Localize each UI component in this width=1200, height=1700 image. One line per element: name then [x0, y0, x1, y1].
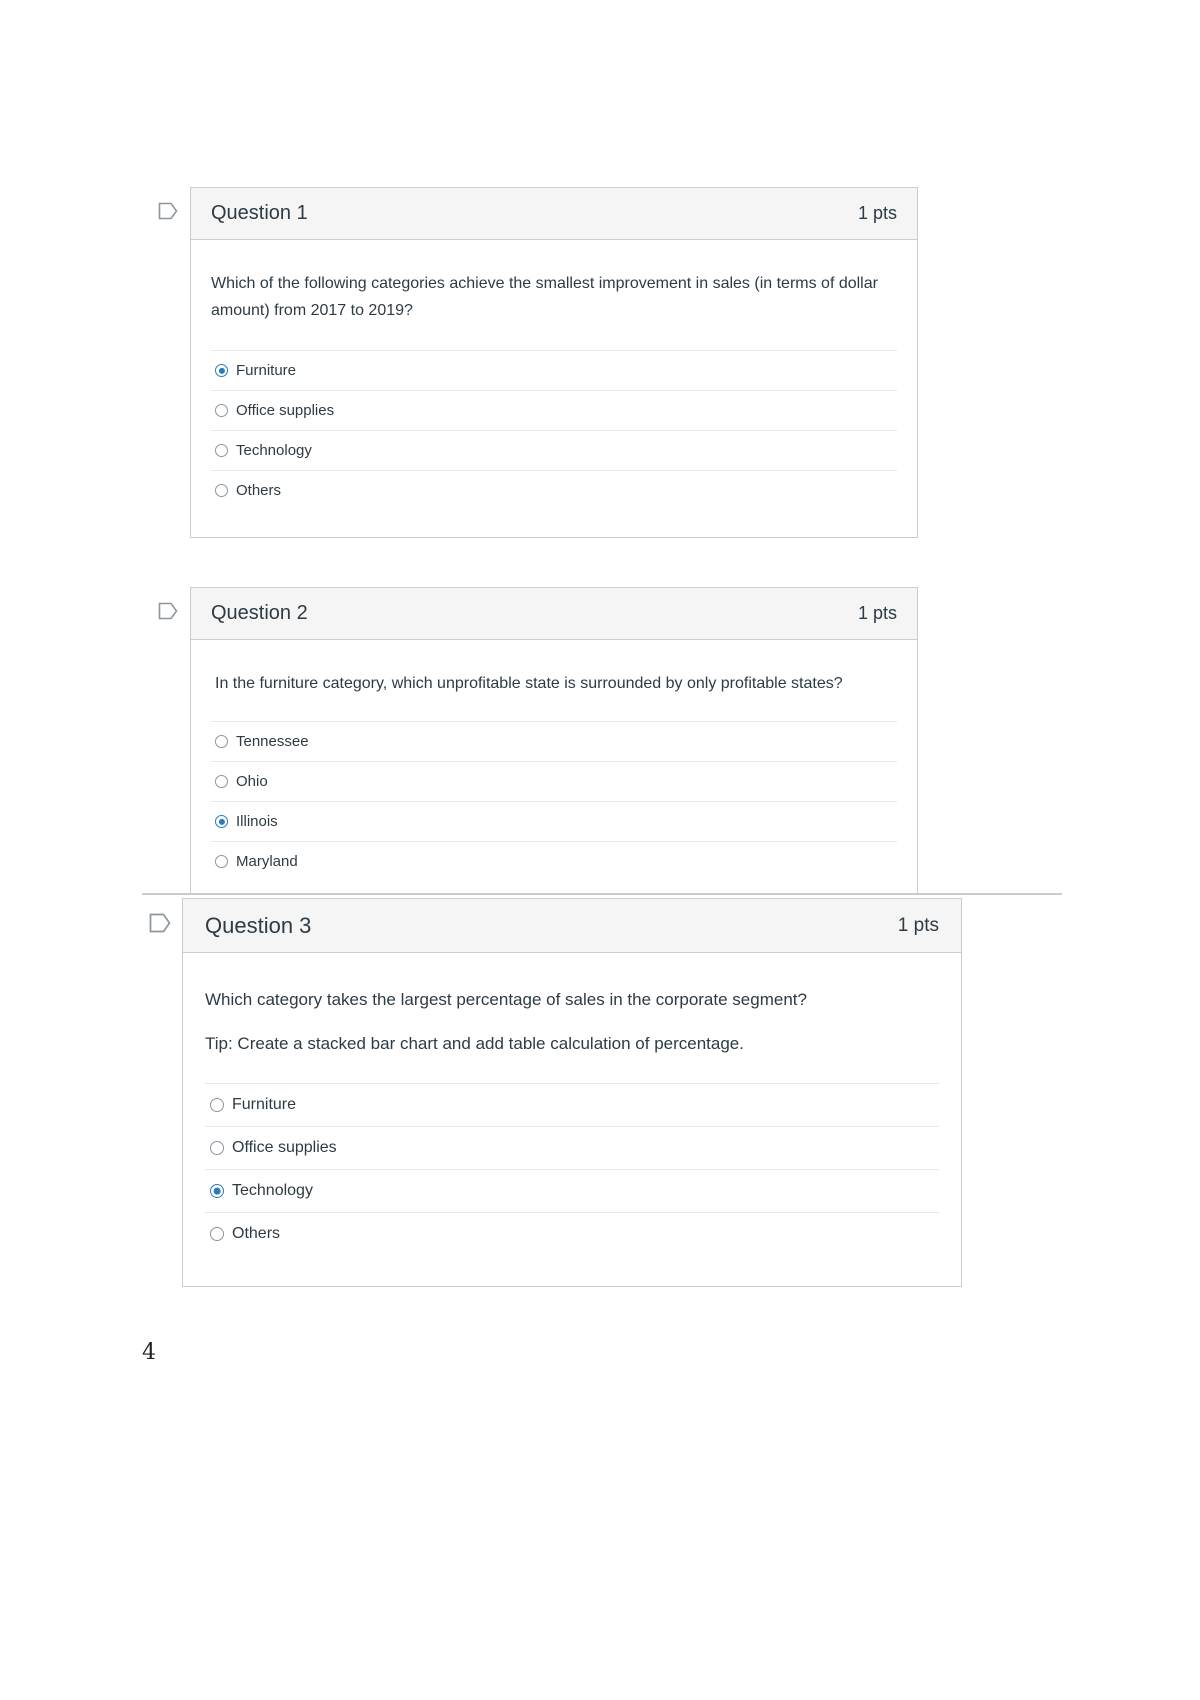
answer-option[interactable] — [205, 1126, 939, 1169]
question-text: Which of the following categories achieve the smallest improvement in sales (in terms of dollar amount) from 2017 to 2019? — [211, 275, 878, 319]
answer-option[interactable] — [211, 841, 897, 881]
question-3-body — [183, 953, 961, 1255]
answer-option[interactable] — [211, 470, 897, 510]
answer-label: Tennessee — [236, 733, 309, 750]
answer-label: Others — [232, 1225, 281, 1242]
flag-question-2-icon[interactable] — [158, 602, 178, 620]
answer-option[interactable] — [211, 721, 897, 761]
question-1-header — [191, 188, 917, 240]
question-tip: Tip: Create a stacked bar chart and add table calculation of percentage. — [205, 1034, 744, 1053]
question-1-body — [191, 240, 917, 510]
question-title: Question 1 — [211, 202, 308, 224]
answer-option[interactable] — [211, 430, 897, 470]
answer-option[interactable] — [211, 801, 897, 841]
answer-label: Maryland — [236, 853, 298, 870]
page-number: 4 — [142, 1340, 156, 1365]
question-text: In the furniture category, which unprofitable state is surrounded by only profitable states? — [215, 675, 843, 692]
radio-selected-icon[interactable] — [210, 1184, 224, 1198]
radio-empty-icon[interactable] — [215, 484, 228, 497]
answer-label: Office supplies — [232, 1139, 337, 1156]
question-2-body — [191, 640, 917, 881]
answer-list — [211, 721, 897, 881]
radio-empty-icon[interactable] — [215, 735, 228, 748]
radio-empty-icon[interactable] — [215, 855, 228, 868]
answer-label: Technology — [232, 1182, 313, 1199]
question-3-card — [182, 898, 962, 1287]
question-title: Question 2 — [211, 602, 308, 624]
question-points: 1 pts — [857, 603, 897, 623]
radio-empty-icon[interactable] — [215, 775, 228, 788]
answer-option[interactable] — [211, 390, 897, 430]
question-text: Which category takes the largest percentage of sales in the corporate segment? — [205, 990, 807, 1009]
answer-label: Others — [236, 482, 282, 499]
question-points: 1 pts — [857, 203, 897, 223]
answer-option[interactable] — [211, 761, 897, 801]
radio-empty-icon[interactable] — [215, 404, 228, 417]
radio-empty-icon[interactable] — [210, 1227, 224, 1241]
answer-label: Ohio — [236, 773, 268, 790]
answer-option[interactable] — [205, 1212, 939, 1255]
question-3-header — [183, 899, 961, 953]
answer-option[interactable] — [205, 1083, 939, 1126]
answer-label: Technology — [236, 442, 312, 459]
answer-label: Furniture — [232, 1096, 297, 1113]
radio-empty-icon[interactable] — [210, 1141, 224, 1155]
answer-list — [205, 1083, 939, 1255]
answer-option[interactable] — [205, 1169, 939, 1212]
answer-option[interactable] — [211, 350, 897, 390]
question-2-header — [191, 588, 917, 640]
question-points: 1 pts — [897, 914, 939, 936]
flag-question-3-icon[interactable] — [149, 913, 169, 931]
radio-selected-icon[interactable] — [215, 815, 228, 828]
page-separator — [142, 893, 1062, 895]
answer-label: Illinois — [236, 813, 278, 830]
question-2-card — [190, 587, 918, 895]
answer-list — [211, 350, 897, 510]
radio-empty-icon[interactable] — [210, 1098, 224, 1112]
flag-question-1-icon[interactable] — [158, 202, 178, 220]
question-title: Question 3 — [205, 912, 312, 938]
radio-empty-icon[interactable] — [215, 444, 228, 457]
radio-selected-icon[interactable] — [215, 364, 228, 377]
answer-label: Furniture — [236, 362, 297, 379]
answer-label: Office supplies — [236, 402, 335, 419]
question-1-card — [190, 187, 918, 538]
